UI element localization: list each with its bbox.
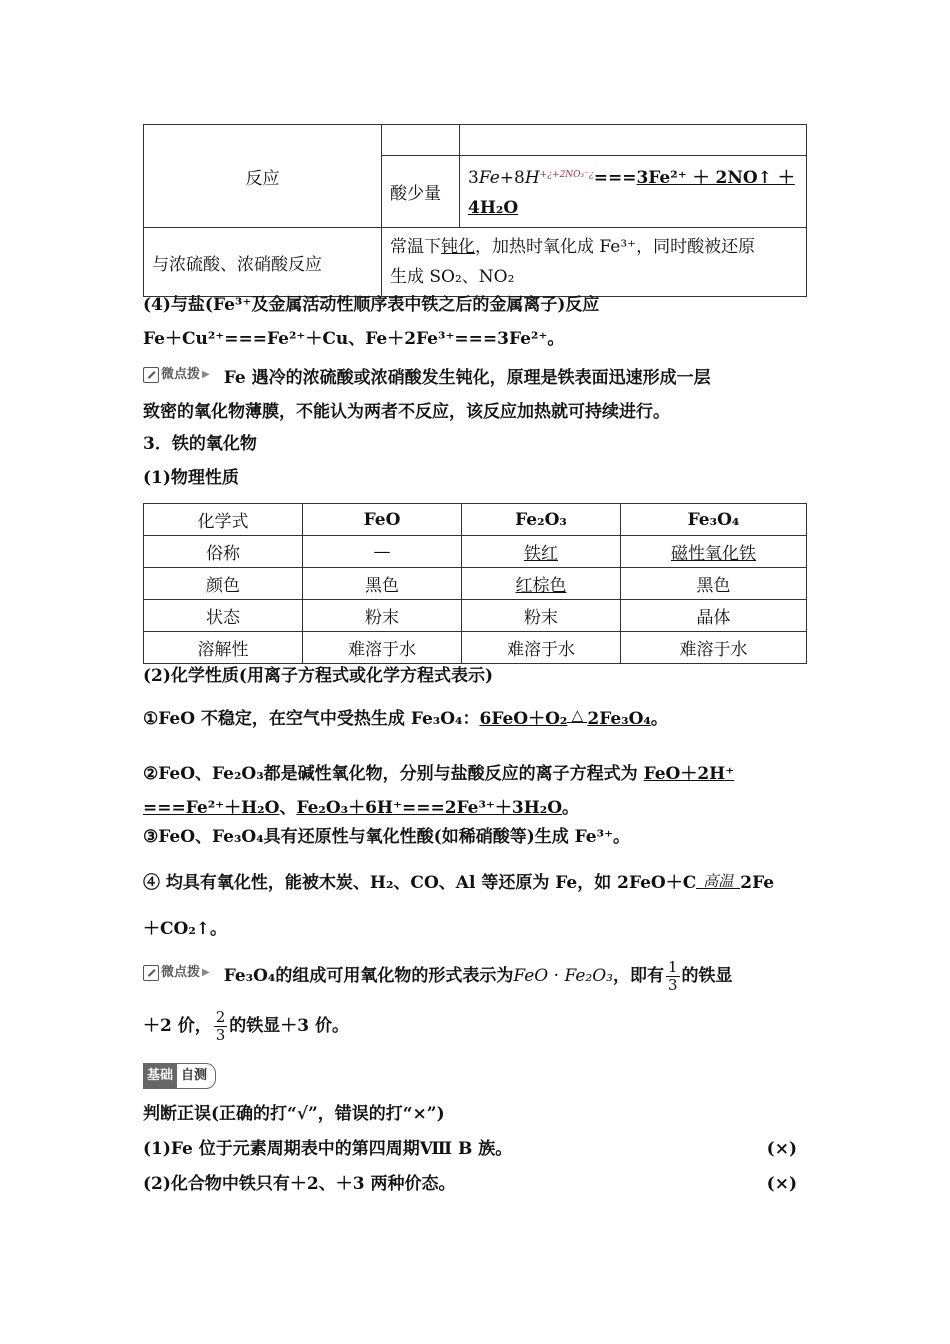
section3-title: 3．铁的氧化物 — [143, 434, 257, 454]
chem-item-1: ①FeO 不稳定，在空气中受热生成 Fe₃O₄：6FeO＋O₂ △ 2Fe₃O₄。 — [143, 706, 668, 729]
table-cell: 难溶于水 — [462, 632, 621, 664]
table-cell: 溶解性 — [144, 632, 303, 664]
acid-small-equation: $3Fe+8H^{+¿+2NO_3^-¿}===3Fe^{2+}$ ＋ 2NO↑ ＋ 4H₂O — [460, 156, 807, 228]
self-test-item: (1)Fe 位于元素周期表中的第四周期Ⅷ B 族。 (×) — [143, 1139, 797, 1159]
header-cell: Fe₂O₃ — [462, 504, 621, 536]
chem-item-2: ②FeO、Fe₂O₃都是碱性氧化物，分别与盐酸反应的离子方程式为 FeO＋2H⁺ ===Fe²⁺＋H₂O、Fe₂O₃＋6H⁺===2Fe³⁺＋3H₂O。 — [143, 764, 735, 818]
table-row — [144, 536, 807, 568]
tip-badge: 微点拨 ▶ — [143, 958, 210, 988]
table-cell: 磁性氧化铁 — [621, 536, 807, 568]
header-cell: 化学式 — [144, 504, 303, 536]
table-row — [144, 632, 807, 664]
chem-props-heading: (2)化学性质(用离子方程式或化学方程式表示) — [143, 666, 494, 686]
self-test-badge: 基础 自测 — [143, 1063, 216, 1089]
empty-cell — [460, 125, 807, 156]
table-cell: 红棕色 — [462, 568, 621, 600]
table-cell: — — [303, 536, 462, 568]
tip-fe3o4-cont: ＋2 价， $\frac{2}{3}$ 的铁显＋3 价。 — [143, 1008, 350, 1044]
answer-mark: (×) — [766, 1174, 797, 1194]
conc-acid-label: 与浓硫酸、浓硝酸反应 — [144, 228, 382, 297]
chem-item-3: ③FeO、Fe₃O₄具有还原性与氧化性酸(如稀硝酸等)生成 Fe³⁺。 — [143, 827, 631, 847]
physical-props-heading: (1)物理性质 — [143, 468, 239, 488]
oxide-table-region — [143, 499, 807, 664]
table-row — [144, 568, 807, 600]
triangle-icon: ▶ — [202, 967, 210, 978]
tip-fe3o4: 微点拨 ▶ Fe₃O₄的组成可用氧化物的形式表示为FeO · Fe₂O₃，即有 $\frac{1}{3}$ 的铁显 — [143, 958, 807, 994]
salt-heading: (4)与盐(Fe³⁺及金属活动性顺序表中铁之后的金属离子)反应 — [143, 295, 600, 315]
pencil-icon — [143, 367, 159, 383]
table-cell: 黑色 — [621, 568, 807, 600]
fe-acid-table-region — [143, 124, 807, 297]
salt-equation: Fe＋Cu²⁺===Fe²⁺＋Cu、Fe＋2Fe³⁺===3Fe²⁺。 — [143, 329, 565, 349]
table-cell: 颜色 — [144, 568, 303, 600]
table-cell: 难溶于水 — [303, 632, 462, 664]
acid-small-label: 酸少量 — [382, 156, 460, 228]
table-row — [144, 600, 807, 632]
table-cell: 难溶于水 — [621, 632, 807, 664]
self-test-badge-row — [143, 1063, 807, 1089]
table-cell: 粉末 — [462, 600, 621, 632]
chem-item-4: ④ 均具有氧化性，能被木炭、H₂、CO、Al 等还原为 Fe，如 2FeO＋C 高温 2Fe — [143, 872, 775, 893]
table-cell: 状态 — [144, 600, 303, 632]
chem-item-4-cont: ＋CO₂↑。 — [143, 919, 228, 939]
pencil-icon — [143, 965, 159, 981]
fe-acid-reaction-table — [143, 124, 807, 297]
iron-oxide-table — [143, 503, 807, 664]
empty-cell — [382, 125, 460, 156]
triangle-icon: ▶ — [202, 369, 210, 380]
table-cell: 黑色 — [303, 568, 462, 600]
conc-acid-description: 常温下钝化，加热时氧化成 Fe³⁺，同时酸被还原 生成 SO₂、NO₂ — [382, 228, 807, 297]
table-cell: 铁红 — [462, 536, 621, 568]
tip-badge: 微点拨 ▶ — [143, 363, 210, 387]
table-cell: 粉末 — [303, 600, 462, 632]
answer-mark: (×) — [766, 1139, 797, 1159]
self-test-item: (2)化合物中铁只有＋2、＋3 两种价态。 (×) — [143, 1174, 797, 1194]
table-cell: 晶体 — [621, 600, 807, 632]
tip-passivation: 微点拨 ▶ Fe 遇冷的浓硫酸或浓硝酸发生钝化，原理是铁表面迅速形成一层 致密的氧化物薄膜，不能认为两者不反应，该反应加热就可持续进行。 — [143, 363, 807, 424]
self-test-instruction: 判断正误(正确的打“√”，错误的打“×”) — [143, 1104, 445, 1124]
reaction-label: 反应 — [144, 125, 382, 228]
header-cell: FeO — [303, 504, 462, 536]
table-cell: 俗称 — [144, 536, 303, 568]
header-cell: Fe₃O₄ — [621, 504, 807, 536]
